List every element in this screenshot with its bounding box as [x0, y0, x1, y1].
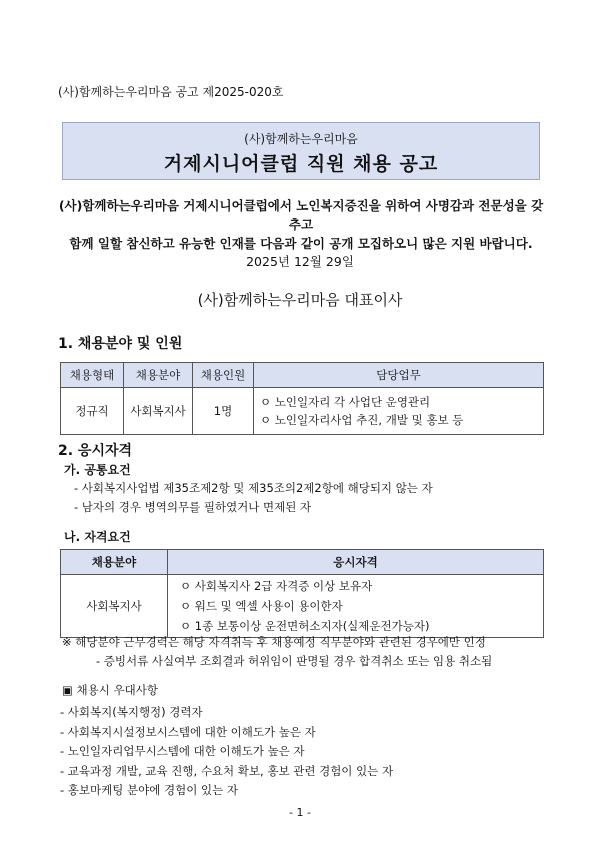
- list-item: - 남자의 경우 병역의무를 필하였거나 면제된 자: [74, 500, 312, 514]
- subsection-heading: 나. 자격요건: [64, 530, 131, 544]
- duty-item: ㅇ 노인일자리사업 추진, 개발 및 홍보 등: [260, 413, 464, 427]
- table-cell: 1명: [193, 388, 254, 435]
- document-number: (사)함께하는우리마음 공고 제2025-020호: [58, 85, 284, 99]
- table-header: 담당업무: [254, 363, 544, 388]
- page-title: 거제시니어클럽 직원 채용 공고: [163, 153, 439, 175]
- table-header: 채용형태: [61, 363, 124, 388]
- list-item: - 사회복지사업법 제35조제2항 및 제35조의2제2항에 해당되지 않는 자: [74, 481, 433, 495]
- section-heading: 2. 응시자격: [58, 443, 133, 459]
- section-heading: 1. 채용분야 및 인원: [58, 336, 183, 352]
- list-item: - 노인일자리업무시스템에 대한 이해도가 높은 자: [60, 744, 305, 758]
- announcement-date: 2025년 12월 29일: [246, 254, 354, 269]
- list-item: - 홍보마케팅 분야에 경험이 있는 자: [60, 783, 238, 797]
- intro-line: 함께 일할 참신하고 유능한 인재를 다음과 같이 공개 모집하오니 많은 지원 바랍니다.: [69, 236, 533, 251]
- recruitment-table: [60, 362, 544, 435]
- list-item: - 교육과정 개발, 교육 진행, 수요처 확보, 홍보 관련 경험이 있는 자: [60, 763, 394, 778]
- table-cell: 사회복지사: [124, 388, 193, 435]
- subsection-heading: 가. 공통요건: [64, 463, 131, 477]
- table-header-row: [61, 363, 544, 388]
- table-header: 응시자격: [168, 550, 544, 575]
- qualification-table: [60, 549, 544, 638]
- preference-section: [60, 682, 393, 801]
- duties-cell: [254, 388, 544, 435]
- table-header: 채용분야: [61, 550, 168, 575]
- qualification-item: ㅇ 1종 보통이상 운전면허소지자(실제운전가능자): [180, 619, 430, 633]
- title-subtitle: (사)함께하는우리마음: [244, 132, 358, 146]
- table-row: [61, 388, 544, 435]
- duty-item: ㅇ 노인일자리 각 사업단 운영관리: [260, 395, 431, 409]
- table-row: [61, 575, 544, 638]
- table-cell: 정규직: [61, 388, 124, 435]
- qualification-item: ㅇ 사회복지사 2급 자격증 이상 보유자: [180, 579, 373, 593]
- list-item: - 사회복지(복지행정) 경력자: [60, 705, 203, 719]
- list-item: - 사회복지시설정보시스템에 대한 이해도가 높은 자: [60, 724, 316, 739]
- intro-paragraph: [56, 196, 546, 253]
- representative: (사)함께하는우리마음 대표이사: [197, 291, 403, 309]
- qualification-item: ㅇ 워드 및 엑셀 사용이 용이한자: [180, 599, 343, 613]
- preference-heading: ▣ 채용시 우대사항: [62, 683, 158, 697]
- note-line: - 증빙서류 사실여부 조회결과 허위임이 판명될 경우 합격취소 또는 임용 취소됨: [96, 654, 493, 668]
- qualifications-cell: [168, 575, 544, 638]
- table-header-row: [61, 550, 544, 575]
- table-cell: 사회복지사: [61, 575, 168, 638]
- page-number: - 1 -: [289, 806, 311, 819]
- title-box: [62, 122, 540, 180]
- note-line: ※ 해당분야 근무경력은 해당 자격취득 후 채용예정 직무분야와 관련된 경우에만 인정: [62, 635, 486, 649]
- table-header: 채용분야: [124, 363, 193, 388]
- intro-line: (사)함께하는우리마음 거제시니어클럽에서 노인복지증진을 위하여 사명감과 전문성을 갖추고: [58, 198, 544, 232]
- table-header: 채용인원: [193, 363, 254, 388]
